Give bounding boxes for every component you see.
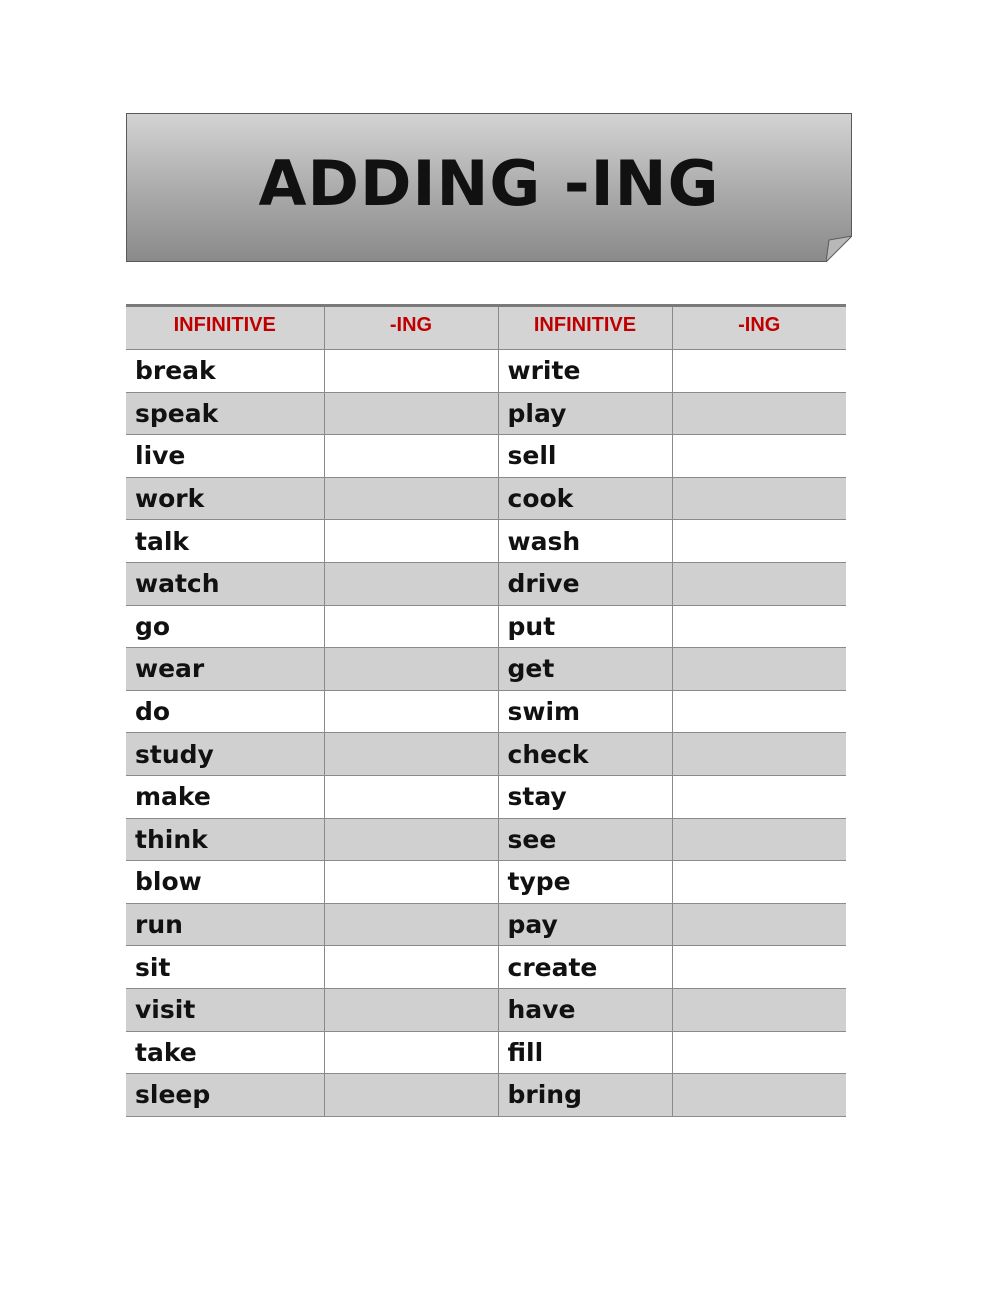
infinitive-cell: visit: [126, 988, 324, 1031]
table-row: [126, 392, 846, 435]
table-row: [126, 520, 846, 563]
ing-answer-cell[interactable]: [324, 648, 498, 691]
infinitive-cell: study: [126, 733, 324, 776]
ing-answer-cell[interactable]: [324, 477, 498, 520]
ing-answer-cell[interactable]: [672, 861, 846, 904]
page-title: ADDING -ING: [258, 146, 720, 220]
ing-answer-cell[interactable]: [324, 605, 498, 648]
ing-answer-cell[interactable]: [324, 775, 498, 818]
infinitive-cell: see: [498, 818, 672, 861]
infinitive-cell: watch: [126, 562, 324, 605]
ing-answer-cell[interactable]: [672, 562, 846, 605]
header-infinitive-1: INFINITIVE: [126, 306, 324, 350]
ing-answer-cell[interactable]: [324, 903, 498, 946]
infinitive-cell: think: [126, 818, 324, 861]
ing-answer-cell[interactable]: [672, 435, 846, 478]
ing-answer-cell[interactable]: [672, 988, 846, 1031]
ing-answer-cell[interactable]: [672, 477, 846, 520]
ing-answer-cell[interactable]: [324, 946, 498, 989]
table-row: [126, 775, 846, 818]
ing-answer-cell[interactable]: [324, 435, 498, 478]
header-ing-1: -ING: [324, 306, 498, 350]
infinitive-cell: write: [498, 350, 672, 393]
table-row: [126, 477, 846, 520]
ing-answer-cell[interactable]: [324, 733, 498, 776]
table-row: [126, 861, 846, 904]
table-row: [126, 946, 846, 989]
table-row: [126, 435, 846, 478]
infinitive-cell: have: [498, 988, 672, 1031]
infinitive-cell: create: [498, 946, 672, 989]
table-row: [126, 903, 846, 946]
ing-answer-cell[interactable]: [324, 1074, 498, 1117]
infinitive-cell: check: [498, 733, 672, 776]
infinitive-cell: wash: [498, 520, 672, 563]
infinitive-cell: play: [498, 392, 672, 435]
infinitive-cell: break: [126, 350, 324, 393]
ing-answer-cell[interactable]: [324, 1031, 498, 1074]
header-infinitive-2: INFINITIVE: [498, 306, 672, 350]
ing-answer-cell[interactable]: [672, 690, 846, 733]
verb-table: [126, 304, 846, 1117]
table-body: [126, 350, 846, 1117]
ing-answer-cell[interactable]: [324, 861, 498, 904]
ing-answer-cell[interactable]: [672, 903, 846, 946]
table-row: [126, 818, 846, 861]
table-row: [126, 648, 846, 691]
ing-answer-cell[interactable]: [672, 1074, 846, 1117]
ing-answer-cell[interactable]: [324, 520, 498, 563]
infinitive-cell: do: [126, 690, 324, 733]
infinitive-cell: live: [126, 435, 324, 478]
infinitive-cell: wear: [126, 648, 324, 691]
ing-answer-cell[interactable]: [324, 690, 498, 733]
ing-answer-cell[interactable]: [324, 392, 498, 435]
infinitive-cell: swim: [498, 690, 672, 733]
ing-answer-cell[interactable]: [672, 733, 846, 776]
table-row: [126, 988, 846, 1031]
table-header-row: [126, 306, 846, 350]
infinitive-cell: talk: [126, 520, 324, 563]
ing-answer-cell[interactable]: [672, 818, 846, 861]
ing-answer-cell[interactable]: [324, 562, 498, 605]
table-row: [126, 605, 846, 648]
ing-answer-cell[interactable]: [672, 392, 846, 435]
table-row: [126, 1031, 846, 1074]
ing-answer-cell[interactable]: [672, 775, 846, 818]
infinitive-cell: sit: [126, 946, 324, 989]
infinitive-cell: speak: [126, 392, 324, 435]
infinitive-cell: bring: [498, 1074, 672, 1117]
infinitive-cell: pay: [498, 903, 672, 946]
ing-answer-cell[interactable]: [324, 818, 498, 861]
infinitive-cell: blow: [126, 861, 324, 904]
infinitive-cell: put: [498, 605, 672, 648]
ing-answer-cell[interactable]: [672, 946, 846, 989]
infinitive-cell: go: [126, 605, 324, 648]
infinitive-cell: work: [126, 477, 324, 520]
ing-answer-cell[interactable]: [672, 1031, 846, 1074]
infinitive-cell: type: [498, 861, 672, 904]
infinitive-cell: sell: [498, 435, 672, 478]
ing-answer-cell[interactable]: [324, 988, 498, 1031]
header-ing-2: -ING: [672, 306, 846, 350]
infinitive-cell: sleep: [126, 1074, 324, 1117]
table-row: [126, 733, 846, 776]
infinitive-cell: stay: [498, 775, 672, 818]
ing-answer-cell[interactable]: [672, 350, 846, 393]
table-row: [126, 350, 846, 393]
ing-answer-cell[interactable]: [672, 520, 846, 563]
infinitive-cell: cook: [498, 477, 672, 520]
infinitive-cell: run: [126, 903, 324, 946]
table-row: [126, 690, 846, 733]
infinitive-cell: fill: [498, 1031, 672, 1074]
infinitive-cell: take: [126, 1031, 324, 1074]
infinitive-cell: get: [498, 648, 672, 691]
ing-answer-cell[interactable]: [324, 350, 498, 393]
table-row: [126, 562, 846, 605]
ing-answer-cell[interactable]: [672, 648, 846, 691]
infinitive-cell: drive: [498, 562, 672, 605]
infinitive-cell: make: [126, 775, 324, 818]
table-row: [126, 1074, 846, 1117]
ing-answer-cell[interactable]: [672, 605, 846, 648]
